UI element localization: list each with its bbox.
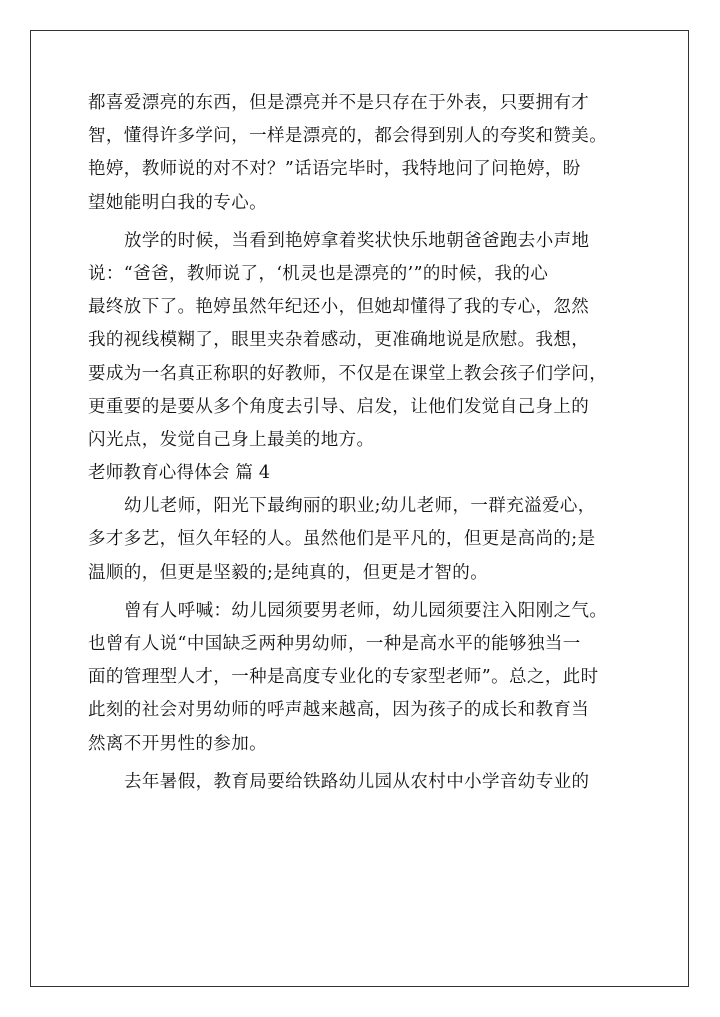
text-line: 艳婷，教师说的对不对？”话语完毕时，我特地问了问艳婷，盼 [88,159,581,180]
text-line: 都喜爱漂亮的东西，但是漂亮并不是只存在于外表，只要拥有才 [88,93,590,113]
text-line: 放学的时候，当看到艳婷拿着奖状快乐地朝爸爸跑去小声地 [124,230,590,251]
text-line: 要成为一名真正称职的好教师，不仅是在课堂上教会孩子们学问， [88,363,608,384]
text-line: 然离不开男性的参加。 [88,733,267,754]
text-line: 多才多艺，恒久年轻的人。虽然他们是平凡的，但更是高尚的;是 [88,529,596,550]
text-line: 最终放下了。艳婷虽然年纪还小，但她却懂得了我的专心，忽然 [88,297,590,318]
paragraph-4 [88,595,636,761]
section-title: 老师教育心得体会 篇 4 [88,463,271,484]
text-line: 说：“爸爸，教师说了，‘机灵也是漂亮的’”的时候，我的心 [88,263,549,284]
text-line: 幼儿老师，阳光下最绚丽的职业;幼儿老师，一群充溢爱心， [124,496,596,517]
text-line: 温顺的，但更是坚毅的;是纯真的，但更是才智的。 [88,562,489,583]
document-body [88,87,636,799]
paragraph-5 [88,766,636,799]
text-line: 此刻的社会对男幼师的呼声越来越高，因为孩子的成长和教育当 [88,700,590,721]
text-line: 望她能明白我的专心。 [88,192,267,213]
paragraph-1 [88,87,636,220]
paragraph-2 [88,225,636,457]
text-line: 智，懂得许多学问，一样是漂亮的，都会得到别人的夸奖和赞美。 [88,126,608,147]
text-line: 闪光点，发觉自己身上最美的地方。 [88,429,375,450]
text-line: 去年暑假，教育局要给铁路幼儿园从农村中小学音幼专业的 [124,771,590,792]
paragraph-3 [88,490,636,590]
text-line: 我的视线模糊了，眼里夹杂着感动，更准确地说是欣慰。我想， [88,330,590,351]
text-line: 曾有人呼喊：幼儿园须要男老师，幼儿园须要注入阳刚之气。 [124,600,608,621]
text-line: 也曾有人说“中国缺乏两种男幼师，一种是高水平的能够独当一 [88,634,581,654]
section-heading [88,457,636,490]
text-line: 更重要的是要从多个角度去引导、启发，让他们发觉自己身上的 [88,396,590,417]
text-line: 面的管理型人才，一种是高度专业化的专家型老师”。总之，此时 [88,667,599,688]
